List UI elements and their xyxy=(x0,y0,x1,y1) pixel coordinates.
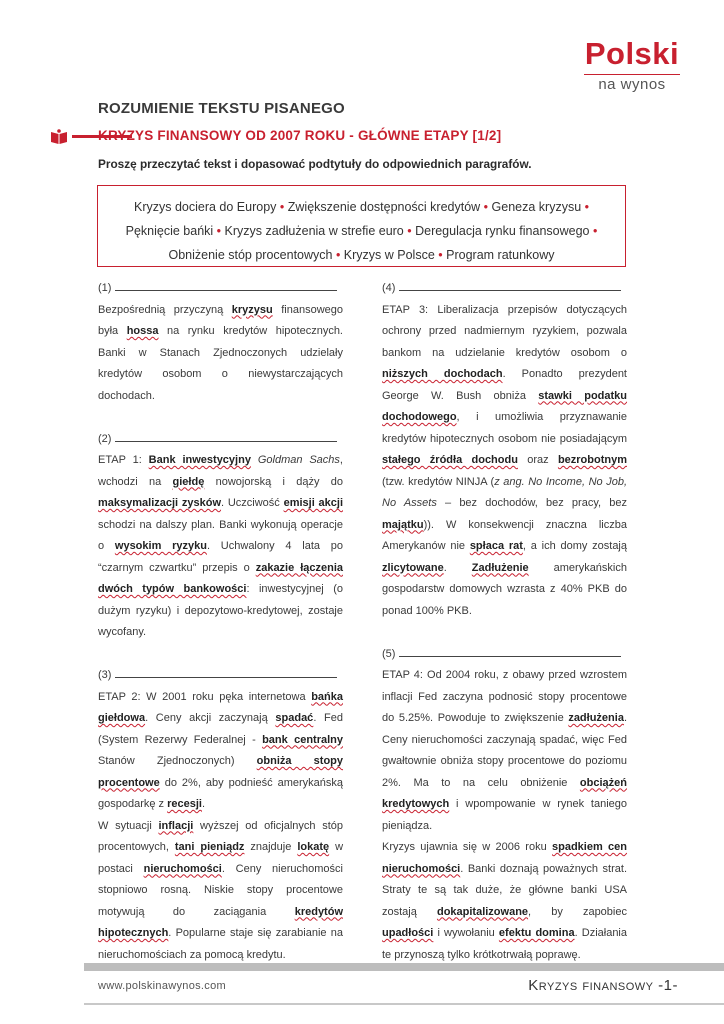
logo-subtitle: na wynos xyxy=(584,74,680,95)
footer-url: www.polskinawynos.com xyxy=(98,980,226,992)
text-segment: . Ceny nieruchomości stopniowo rosną. Niskie stopy procentowe motywują do zaciągania xyxy=(98,862,343,918)
vocabulary-term: efektu domina xyxy=(498,927,575,939)
vocabulary-term: obniża stopy procentowe xyxy=(98,755,344,789)
paragraph-number: (2) xyxy=(98,432,112,445)
section-header xyxy=(50,128,630,148)
text-segment: na rynku kredytów hipotecznych. Banki w Stanach Zjednoczonych udzielały kredytów osobom o niewystarczających dochodach. xyxy=(98,325,343,402)
footer-divider xyxy=(84,1003,724,1005)
left-column xyxy=(98,278,343,966)
vocabulary-term: bezrobotnym xyxy=(557,454,627,466)
vocabulary-term: tani pieniądz xyxy=(174,841,245,853)
text-segment: , a ich domy zostają xyxy=(522,540,627,552)
book-icon xyxy=(50,129,68,145)
bullet-separator: • xyxy=(581,200,590,214)
text-segment: do 2%, aby podnieść amerykańską gospodarkę z xyxy=(98,776,343,810)
paragraph-text xyxy=(382,665,627,837)
text-segment: z ang. No Income, No Job, No Assets xyxy=(382,475,627,509)
vocabulary-term: Bank inwestycyjny xyxy=(148,454,251,466)
paragraph-heading xyxy=(382,644,627,666)
text-segment: , by zapobiec xyxy=(528,905,627,918)
vocabulary-term: Zadłużenie xyxy=(471,561,529,574)
text-segment: schodzi na dalszy plan. Banki wykonują operacje o xyxy=(98,518,343,552)
vocabulary-term: lokatę xyxy=(297,841,330,853)
text-segment: wyższej od oficjalnych stóp procentowych, xyxy=(98,819,343,853)
vocabulary-term: bank centralny xyxy=(262,733,343,746)
document-title: ROZUMIENIE TEKSTU PISANEGO xyxy=(98,100,345,117)
text-segment: . Ceny akcji zaczynają xyxy=(145,712,276,724)
text-segment: i wywołaniu xyxy=(433,927,499,939)
text-segment: . Ceny nieruchomości zaczynają spadać, więc Fed gwałtownie obniża stopy procentowe do poziomu 2%. Ma to na celu obniżenie xyxy=(382,712,627,789)
text-segment: Bezpośrednią przyczyną xyxy=(98,303,232,316)
paragraph-heading xyxy=(98,429,343,451)
text-segment: , i umożliwia przyznawanie kredytów hipotecznych osobom nie posiadającym xyxy=(382,411,627,445)
subtitle-option: Pęknięcie bańki xyxy=(125,224,214,238)
text-segment: w postaci xyxy=(98,841,344,875)
text-segment: . xyxy=(201,798,206,810)
subtitle-word-box xyxy=(97,185,626,267)
vocabulary-term: kryzysu xyxy=(231,303,273,316)
text-segment: Stanów Zjednoczonych) xyxy=(98,755,257,767)
vocabulary-term: spadać xyxy=(275,712,314,724)
text-segment xyxy=(251,454,258,466)
vocabulary-term: hossa xyxy=(126,325,159,337)
footer-bar xyxy=(84,963,724,971)
text-segment: znajduje xyxy=(244,841,298,853)
vocabulary-term: stawki podatku dochodowego xyxy=(382,389,628,423)
text-segment: . Popularne staje się zarabianie na nieruchomościach za pomocą kredytu. xyxy=(98,927,343,961)
text-segment: Kryzys ujawnia się w 2006 roku xyxy=(382,841,552,853)
bullet-separator: • xyxy=(403,224,416,238)
paragraph-heading xyxy=(98,278,343,300)
vocabulary-term: bańka giełdowa xyxy=(98,690,343,724)
vocabulary-term: upadłości xyxy=(382,927,434,939)
paragraph-text xyxy=(98,450,343,644)
paragraph-text xyxy=(98,300,343,408)
paragraph-text xyxy=(382,300,627,623)
subtitle-option: Program ratunkowy xyxy=(446,248,555,262)
vocabulary-term: spadkiem cen nieruchomości xyxy=(382,841,628,875)
instruction: Proszę przeczytać tekst i dopasować podtytuły do odpowiednich paragrafów. xyxy=(98,157,532,171)
paragraph-number: (1) xyxy=(98,282,112,294)
text-segment: Goldman Sachs xyxy=(257,454,340,466)
vocabulary-term: zlicytowane xyxy=(382,561,444,574)
text-segment: finansowego była xyxy=(98,303,344,337)
answer-blank-line[interactable] xyxy=(399,280,621,291)
section-title: KRYZYS FINANSOWY OD 2007 ROKU - GŁÓWNE ETAPY [1/2] xyxy=(98,128,502,143)
bullet-separator: • xyxy=(213,224,225,238)
vocabulary-term: zakazie łączenia dwóch typów bankowości xyxy=(98,561,343,595)
vocabulary-term: giełdę xyxy=(172,475,205,488)
paragraph-number: (3) xyxy=(98,669,112,681)
text-segment: ETAP 3: Liberalizacja przepisów dotyczących ochrony przed nadmiernym ryzykiem, pozwala bankom na udzielanie kredytów osobom o xyxy=(382,303,627,359)
text-segment: ETAP 1: xyxy=(98,454,149,466)
text-segment: . Ponadto prezydent George W. Bush obniża xyxy=(382,368,627,402)
text-segment: ETAP 2: W 2001 roku pęka internetowa xyxy=(98,690,312,703)
text-segment: W sytuacji xyxy=(98,819,159,832)
vocabulary-term: recesji xyxy=(167,798,202,810)
answer-blank-line[interactable] xyxy=(115,667,337,678)
vocabulary-term: dokapitalizowane xyxy=(436,905,529,918)
subtitle-option: Geneza kryzysu xyxy=(491,200,582,214)
vocabulary-term: majątku xyxy=(382,518,424,531)
paragraph-text xyxy=(98,687,343,816)
paragraph-gap xyxy=(98,407,343,429)
vocabulary-term: nieruchomości xyxy=(143,862,222,875)
text-segment: . Fed (System Rezerwy Federalnej - xyxy=(98,712,343,746)
right-column xyxy=(382,278,627,966)
vocabulary-term: niższych dochodach xyxy=(382,368,503,380)
bullet-separator: • xyxy=(434,248,447,262)
text-segment: . Uczciwość xyxy=(221,497,284,509)
vocabulary-term: obciążeń kredytowych xyxy=(382,776,627,810)
vocabulary-term: stałego źródła dochodu xyxy=(382,454,518,466)
paragraph-text xyxy=(98,816,343,967)
text-segment: i wpompowanie w rynek taniego pieniądza. xyxy=(382,798,627,832)
text-segment: nowojorską i dąży do xyxy=(204,475,343,488)
text-segment: . xyxy=(443,561,472,574)
vocabulary-term: emisji akcji xyxy=(283,497,343,509)
vocabulary-term: kredytów hipotecznych xyxy=(98,905,343,939)
text-segment: : inwestycyjnej (o dużym ryzyku) i depozytowo-kredytowej, zostaje wycofany. xyxy=(98,583,343,638)
paragraph-gap xyxy=(98,644,343,666)
paragraph-heading xyxy=(382,278,627,300)
paragraph-heading xyxy=(98,665,343,687)
footer-title: Kryzys finansowy -1- xyxy=(528,977,678,994)
bullet-separator: • xyxy=(276,200,288,214)
vocabulary-term: spłaca rat xyxy=(469,540,523,552)
vocabulary-term: wysokim ryzyku xyxy=(114,540,207,552)
text-segment: . Działania te przynoszą tylko krótkotrwałą poprawę. xyxy=(382,927,627,961)
bullet-separator: • xyxy=(589,224,598,238)
paragraph-number: (4) xyxy=(382,282,396,294)
paragraph-gap xyxy=(382,622,627,644)
paragraph-text xyxy=(382,837,627,966)
subtitle-option: Kryzys zadłużenia w strefie euro xyxy=(224,224,404,238)
answer-blank-line[interactable] xyxy=(115,280,337,291)
text-segment: amerykańskich gospodarstw domowych wzrasta z 40% PKB do ponad 100% PKB. xyxy=(382,561,627,617)
answer-blank-line[interactable] xyxy=(115,431,337,442)
vocabulary-term: maksymalizacji zysków xyxy=(98,497,222,509)
paragraph-number: (5) xyxy=(382,647,396,660)
text-segment: , wchodzi na xyxy=(98,454,343,488)
text-segment: oraz xyxy=(517,454,558,466)
text-segment: ETAP 4: Od 2004 roku, z obawy przed wzrostem inflacji Fed zaczyna podnosić stopy procentowe do 5.25%. Powoduje to zwiększenie xyxy=(382,669,627,724)
vocabulary-term: inflacji xyxy=(158,819,194,832)
bullet-separator: • xyxy=(480,200,492,214)
text-segment: . Uchwalony 4 lata po “czarnym czwartku” przepis o xyxy=(98,540,343,574)
subtitle-option: Kryzys w Polsce xyxy=(343,248,435,262)
text-segment: – bez dochodów, bez pracy, bez xyxy=(436,497,627,509)
vocabulary-term: zadłużenia xyxy=(568,712,624,724)
text-segment: (tzw. kredytów NINJA ( xyxy=(382,475,495,488)
logo xyxy=(584,38,680,95)
subtitle-option: Kryzys dociera do Europy xyxy=(133,200,277,214)
logo-brand: Polski xyxy=(584,36,680,71)
text-segment: . Banki doznają poważnych strat. Straty te są tak duże, że główne banki USA zostają xyxy=(382,862,627,918)
subtitle-option: Zwiększenie dostępności kredytów xyxy=(287,200,481,214)
text-segment: )). W konsekwencji znaczna liczba Amerykanów nie xyxy=(382,518,627,552)
subtitle-option: Obniżenie stóp procentowych xyxy=(168,248,333,262)
answer-blank-line[interactable] xyxy=(399,646,621,657)
bullet-separator: • xyxy=(332,248,344,262)
subtitle-option: Deregulacja rynku finansowego xyxy=(415,224,590,238)
